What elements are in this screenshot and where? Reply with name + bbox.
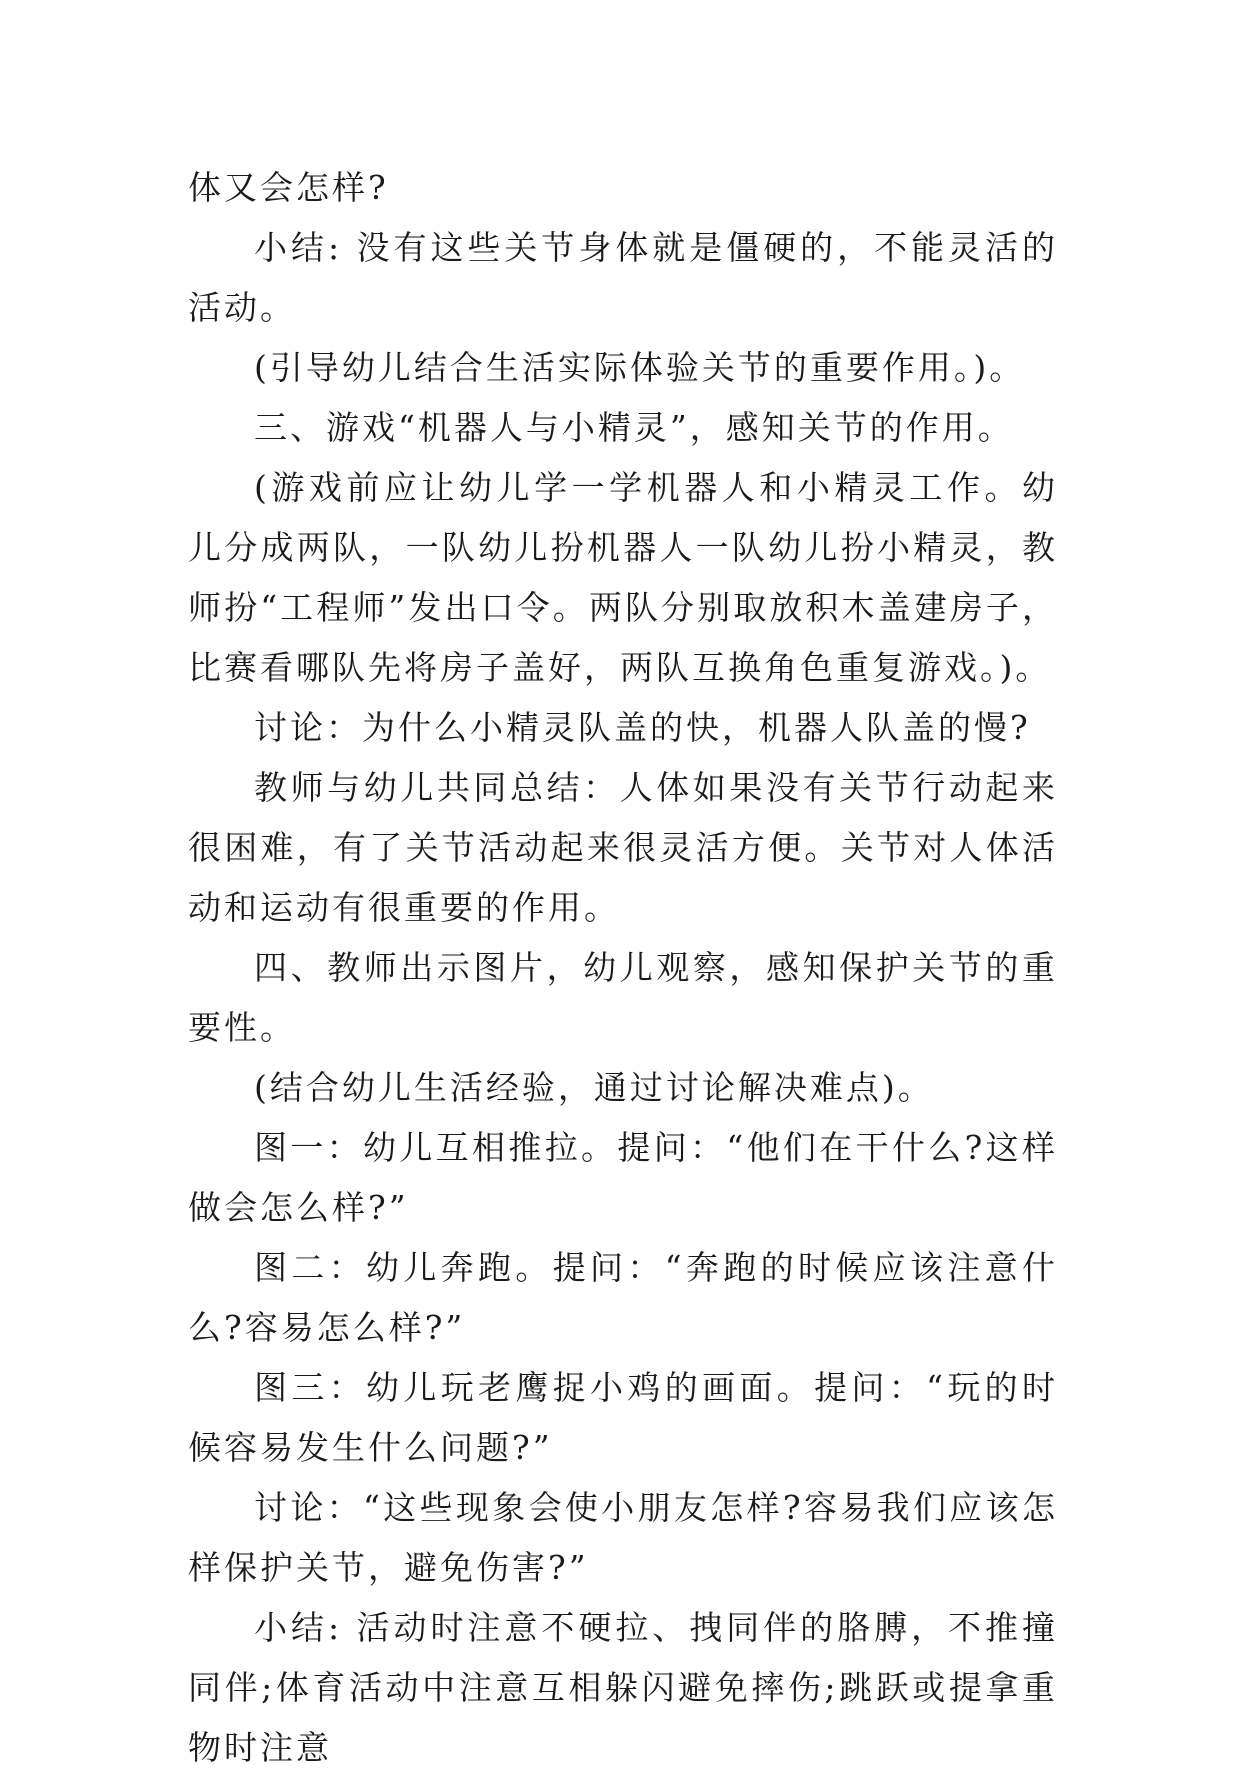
- paragraph-summary-2: 小结: 活动时注意不硬拉、拽同伴的胳膊，不推撞同伴;体育活动中注意互相躲闪避免摔伤;跳跃或提拿重物时注意: [188, 1608, 1058, 1767]
- document-body: [188, 158, 1058, 1778]
- paragraph-picture-3: 图三：幼儿玩老鹰捉小鸡的画面。提问：“玩的时候容易发生什么问题?”: [188, 1368, 1058, 1467]
- paragraph-note-2: (结合幼儿生活经验，通过讨论解决难点)。: [254, 1068, 934, 1107]
- paragraph-note-1: (引导幼儿结合生活实际体验关节的重要作用。)。: [254, 348, 1026, 387]
- paragraph-section-3-heading: 三、游戏“机器人与小精灵”，感知关节的作用。: [254, 408, 1014, 447]
- paragraph-picture-2: 图二：幼儿奔跑。提问：“奔跑的时候应该注意什么?容易怎么样?”: [188, 1248, 1058, 1347]
- paragraph-discussion-2: 讨论：“这些现象会使小朋友怎样?容易我们应该怎样保护关节，避免伤害?”: [188, 1488, 1058, 1587]
- paragraph-summary-1: 小结: 没有这些关节身体就是僵硬的，不能灵活的活动。: [188, 228, 1058, 327]
- paragraph-section-4-heading: 四、教师出示图片，幼儿观察，感知保护关节的重要性。: [188, 948, 1058, 1047]
- paragraph-game-instructions: (游戏前应让幼儿学一学机器人和小精灵工作。幼儿分成两队，一队幼儿扮机器人一队幼儿扮小精灵，教师扮“工程师”发出口令。两队分别取放积木盖建房子，比赛看哪队先将房子盖好，两队互换角色重复游戏。)。: [188, 468, 1058, 687]
- paragraph-discussion-1: 讨论：为什么小精灵队盖的快，机器人队盖的慢?: [254, 708, 1031, 747]
- paragraph-conclusion: 教师与幼儿共同总结：人体如果没有关节行动起来很困难，有了关节活动起来很灵活方便。关节对人体活动和运动有很重要的作用。: [188, 768, 1058, 927]
- paragraph-picture-1: 图一：幼儿互相推拉。提问：“他们在干什么?这样做会怎么样?”: [188, 1128, 1058, 1227]
- paragraph-continuation: 体又会怎样?: [188, 168, 389, 207]
